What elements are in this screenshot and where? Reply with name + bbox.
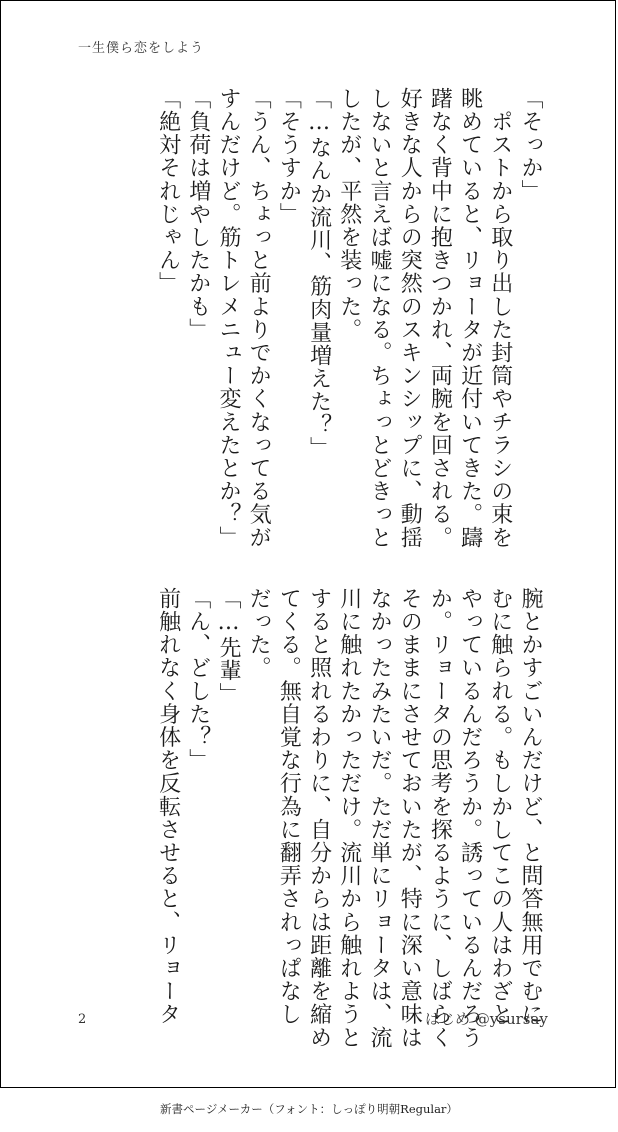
text-line: 前触れなく身体を反転させると、リョータ bbox=[155, 587, 181, 1026]
text-line: 川に触れたかっただけ。流川から触れようと bbox=[336, 587, 362, 1049]
text-line: むに触られる。もしかしてこの人はわざと bbox=[487, 587, 513, 1026]
text-line: したが、平然を装った。 bbox=[336, 87, 362, 342]
text-line: 眺めていると、リョータが近付いてきた。躊 bbox=[457, 87, 483, 549]
page-number: 2 bbox=[78, 1012, 87, 1027]
footer-caption: 新書ページメーカー（フォント：しっぽり明朝Regular） bbox=[160, 1102, 458, 1116]
text-line: 「…なんか流川、筋肉量増えた？」 bbox=[306, 87, 332, 460]
author-credit: はじめ @ysursay bbox=[425, 1010, 548, 1028]
text-line: 「ん、どした？」 bbox=[185, 587, 211, 772]
text-line: ポストから取り出した封筒やチラシの束を bbox=[487, 87, 513, 549]
text-line: すんだけど。筋トレメニュー変えたとか？」 bbox=[215, 87, 241, 549]
text-line: 「…先輩」 bbox=[215, 587, 241, 706]
text-line: 「そうすか」 bbox=[276, 87, 302, 226]
text-line: 腕とかすごいんだけど、と問答無用でむに bbox=[518, 587, 543, 1026]
text-block-top bbox=[73, 87, 545, 549]
header-title: 一生僕ら恋をしよう bbox=[78, 41, 205, 56]
text-line: てくる。無自覚な行為に翻弄されっぱなし bbox=[276, 587, 302, 1026]
text-line: 「うん、ちょっと前よりでかくなってる気が bbox=[246, 87, 272, 549]
text-line: か。リョータの思考を探るように、しばらく bbox=[427, 587, 453, 1049]
text-line: やっているんだろうか。誘っているんだろう bbox=[457, 587, 483, 1049]
text-line: 「絶対それじゃん」 bbox=[155, 87, 181, 295]
text-line: そのままにさせておいたが、特に深い意味は bbox=[397, 587, 423, 1049]
text-line: 「負荷は増やしたかも」 bbox=[185, 87, 211, 342]
text-line: なかったみたいだ。ただ単にリョータは、流 bbox=[366, 587, 392, 1049]
text-line: だった。 bbox=[246, 587, 272, 680]
text-line: 躇なく背中に抱きつかれ、両腕を回される。 bbox=[427, 87, 453, 549]
text-line: しないと言えば嘘になる。ちょっとどきっと bbox=[366, 87, 392, 549]
text-line: すると照れるわりに、自分からは距離を縮め bbox=[306, 587, 332, 1049]
text-line: 「そっか」 bbox=[518, 87, 543, 203]
text-line: 好きな人からの突然のスキンシップに、動揺 bbox=[397, 87, 423, 549]
